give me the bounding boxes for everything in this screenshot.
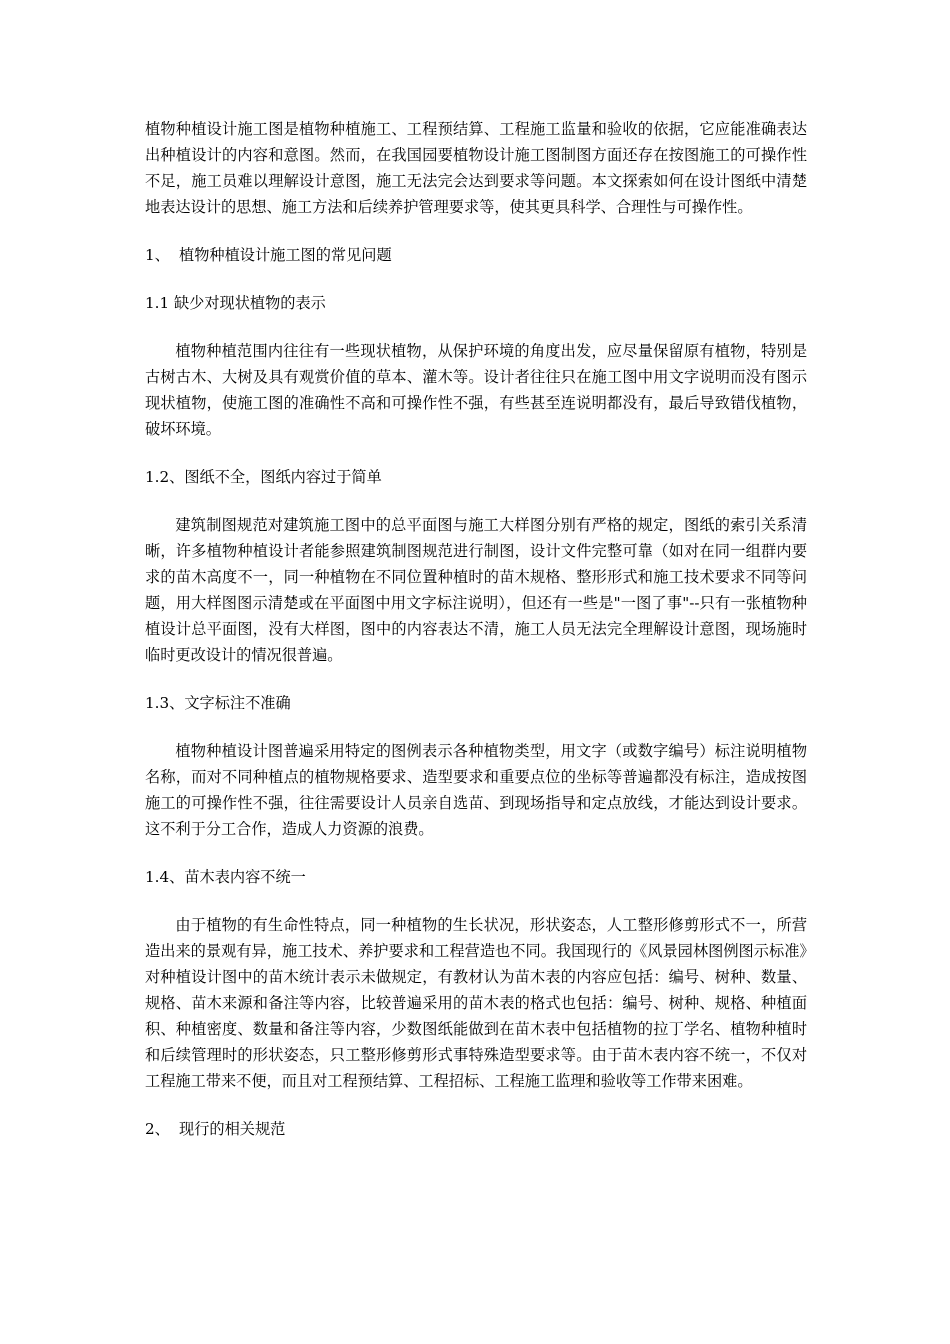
section-2-title: 现行的相关规范 — [179, 1120, 286, 1138]
subsection-1-1-heading: 1.1 缺少对现状植物的表示 — [145, 294, 326, 312]
intro-paragraph: 植物种植设计施工图是植物种植施工、工程预结算、工程施工监量和验收的依据，它应能准确表达出种植设计的内容和意图。然而，在我国园要植物设计施工图制图方面还存在按图施工的可操作性不足，施工员难以理解设计意图，施工无法完会达到要求等问题。本文探索如何在设计图纸中清楚地表达设计的思想、施工方法和后续养护管理要求等，使其更具科学、合理性与可操作性。 — [145, 120, 807, 216]
document-body — [145, 116, 807, 1164]
section-1-number: 1、 — [145, 246, 170, 264]
subsection-1-4-heading: 1.4、苗木表内容不统一 — [145, 868, 306, 886]
section-1-heading — [145, 242, 807, 268]
subsection-1-3-heading: 1.3、文字标注不准确 — [145, 694, 291, 712]
subsection-1-2-heading: 1.2、图纸不全，图纸内容过于简单 — [145, 468, 382, 486]
subsection-1-1-body: 植物种植范围内往往有一些现状植物，从保护环境的角度出发，应尽量保留原有植物，特别是古树古木、大树及具有观赏价值的草本、灌木等。设计者往往只在施工图中用文字说明而没有图示现状植物，使施工图的准确性不高和可操作性不强，有些甚至连说明都没有，最后导致错伐植物，破坏环境。 — [145, 342, 807, 438]
subsection-1-3-body: 植物种植设计图普遍采用特定的图例表示各种植物类型，用文字（或数字编号）标注说明植物名称，而对不同种植点的植物规格要求、造型要求和重要点位的坐标等普遍都没有标注，造成按图施工的可操作性不强，往往需要设计人员亲自选苗、到现场指导和定点放线，才能达到设计要求。这不利于分工合作，造成人力资源的浪费。 — [145, 742, 807, 838]
section-2-number: 2、 — [145, 1120, 170, 1138]
subsection-1-4-body: 由于植物的有生命性特点，同一种植物的生长状况，形状姿态，人工整形修剪形式不一，所营造出来的景观有异，施工技术、养护要求和工程营造也不同。我国现行的《风景园林图例图示标准》对种植设计图中的苗木统计表示未做规定，有教材认为苗木表的内容应包括：编号、树种、数量、规格、苗木来源和备注等内容，比较普遍采用的苗木表的格式也包括：编号、树种、规格、种植面积、种植密度、数量和备注等内容，少数图纸能做到在苗木表中包括植物的拉丁学名、植物种植时和后续管理时的形状姿态，只工整形修剪形式事特殊造型要求等。由于苗木表内容不统一，不仅对工程施工带来不便，而且对工程预结算、工程招标、工程施工监理和验收等工作带来困难。 — [145, 916, 807, 1090]
subsection-1-2-body: 建筑制图规范对建筑施工图中的总平面图与施工大样图分别有严格的规定，图纸的索引关系清晰，许多植物种植设计者能参照建筑制图规范进行制图，设计文件完整可靠（如对在同一组群内要求的苗木高度不一，同一种植物在不同位置种植时的苗木规格、整形形式和施工技术要求不同等问题，用大样图图示清楚或在平面图中用文字标注说明），但还有一些是"一图了事"--只有一张植物种植设计总平面图，没有大样图，图中的内容表达不清，施工人员无法完全理解设计意图，现场施时临时更改设计的情况很普遍。 — [145, 516, 807, 664]
section-1-title: 植物种植设计施工图的常见问题 — [179, 246, 392, 264]
section-2-heading — [145, 1116, 807, 1142]
